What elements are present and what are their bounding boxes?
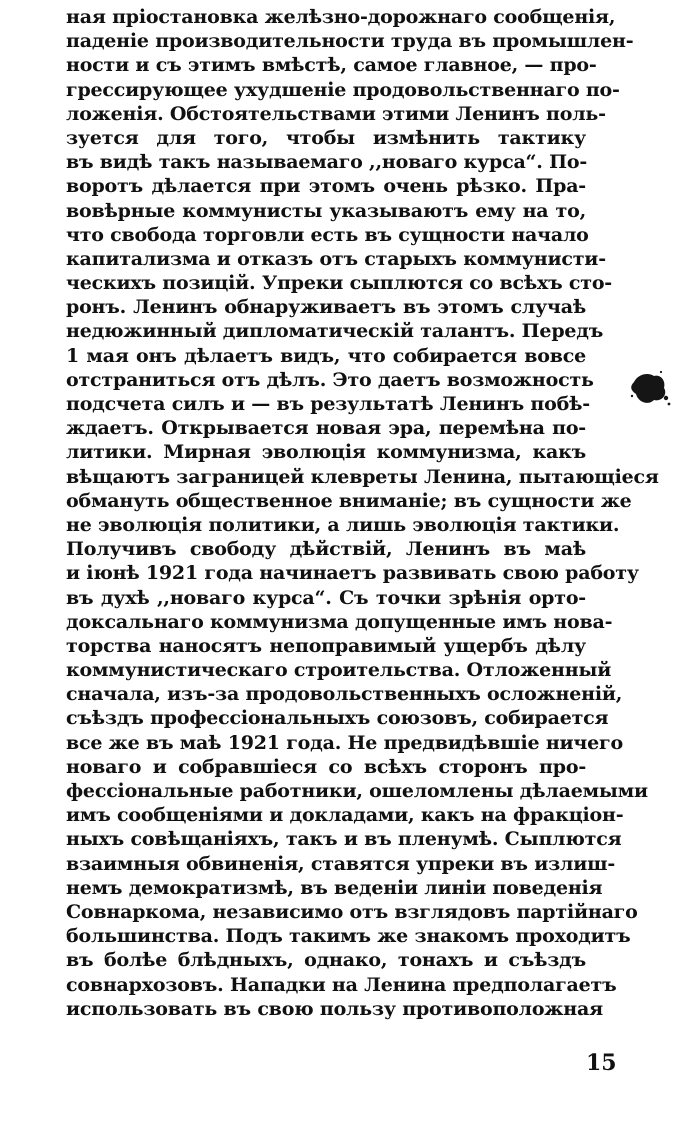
text-line: 1 мая онъ дѣлаетъ видъ, что собирается вовсе: [66, 344, 586, 367]
text-line: ная пріостановка желѣзно-дорожнаго сообщенія,: [66, 6, 616, 28]
text-line: Получивъ свободу дѣйствій, Ленинъ въ маѣ: [66, 538, 586, 561]
text-line: обмануть общественное вниманіе; въ сущности же: [66, 489, 632, 512]
ink-blot: [628, 368, 672, 408]
text-line: что свобода торговли есть въ сущности начало: [66, 223, 589, 246]
text-line: ности и съ этимъ вмѣстѣ, самое главное, — про-: [66, 54, 597, 77]
text-line: отстраниться отъ дѣлъ. Это даетъ возможность: [66, 368, 594, 391]
text-line: воротъ дѣлается при этомъ очень рѣзко. Пра-: [66, 175, 586, 198]
text-line: съѣздъ профессіональныхъ союзовъ, собирается: [66, 707, 609, 730]
text-line: большинства. Подъ такимъ же знакомъ проходитъ: [66, 925, 631, 948]
text-line: взаимныя обвиненія, ставятся упреки въ излиш-: [66, 852, 616, 875]
text-line: немъ демократизмѣ, въ веденіи линіи поведенія: [66, 876, 603, 899]
text-line: фессіональные работники, ошеломлены дѣлаемыми: [66, 780, 648, 802]
text-line: торства наносятъ непоправимый ущербъ дѣлу: [66, 634, 586, 657]
text-line: въ духѣ ,,новаго курса“. Съ точки зрѣнія орто-: [66, 586, 586, 609]
text-line: коммунистическаго строительства. Отложенный: [66, 659, 612, 682]
text-line: ронъ. Ленинъ обнаруживаетъ въ этомъ случаѣ: [66, 296, 586, 319]
text-line: доксальнаго коммунизма допущенные имъ нова-: [66, 610, 613, 633]
page-number: 15: [586, 1050, 617, 1076]
text-line: ныхъ совѣщаніяхъ, такъ и въ пленумѣ. Сыплются: [66, 828, 622, 851]
text-line: зуется для того, чтобы измѣнить тактику: [66, 126, 586, 149]
text-line: недюжинный дипломатическій талантъ. Передъ: [66, 320, 604, 343]
text-line: въ болѣе блѣдныхъ, однако, тонахъ и съѣздъ: [66, 949, 586, 972]
text-line: ложенія. Обстоятельствами этими Ленинъ поль-: [66, 102, 606, 125]
text-line: ческихъ позицій. Упреки сыплются со всѣхъ сто-: [66, 272, 612, 295]
text-line: въ видѣ такъ называемаго ,,новаго курса“. По-: [66, 151, 588, 174]
text-line: подсчета силъ и — въ результатѣ Ленинъ побѣ-: [66, 393, 590, 415]
text-line: и іюнѣ 1921 года начинаетъ развивать свою работу: [66, 562, 639, 585]
text-line: ждаетъ. Открывается новая эра, перемѣна по-: [66, 417, 586, 440]
text-line: сначала, изъ-за продовольственныхъ осложненій,: [66, 683, 623, 706]
text-line: вѣщаютъ заграницей клевреты Ленина, пытающіеся: [66, 465, 659, 488]
text-line: не эволюція политики, а лишь эволюція тактики.: [66, 513, 620, 536]
text-line: Совнаркома, независимо отъ взглядовъ партійнаго: [66, 900, 638, 923]
text-line: новаго и собравшіеся со всѣхъ сторонъ про-: [66, 755, 586, 778]
page-body-text: [66, 5, 659, 1021]
text-line: все же въ маѣ 1921 года. Не предвидѣвшіе ничего: [66, 731, 623, 754]
text-line: использовать въ свою пользу противоположная: [66, 997, 603, 1020]
text-line: капитализма и отказъ отъ старыхъ коммунисти-: [66, 247, 606, 270]
text-line: имъ сообщеніями и докладами, какъ на фракціон-: [66, 804, 624, 827]
text-line: совнархозовъ. Нападки на Ленина предполагаетъ: [66, 973, 617, 996]
text-line: грессирующее ухудшеніе продовольственнаго по-: [66, 78, 620, 101]
text-line: вовѣрные коммунисты указываютъ ему на то,: [66, 199, 586, 222]
text-line: паденіе производительности труда въ промышлен-: [66, 30, 634, 53]
text-line: литики. Мирная эволюція коммунизма, какъ: [66, 441, 586, 464]
